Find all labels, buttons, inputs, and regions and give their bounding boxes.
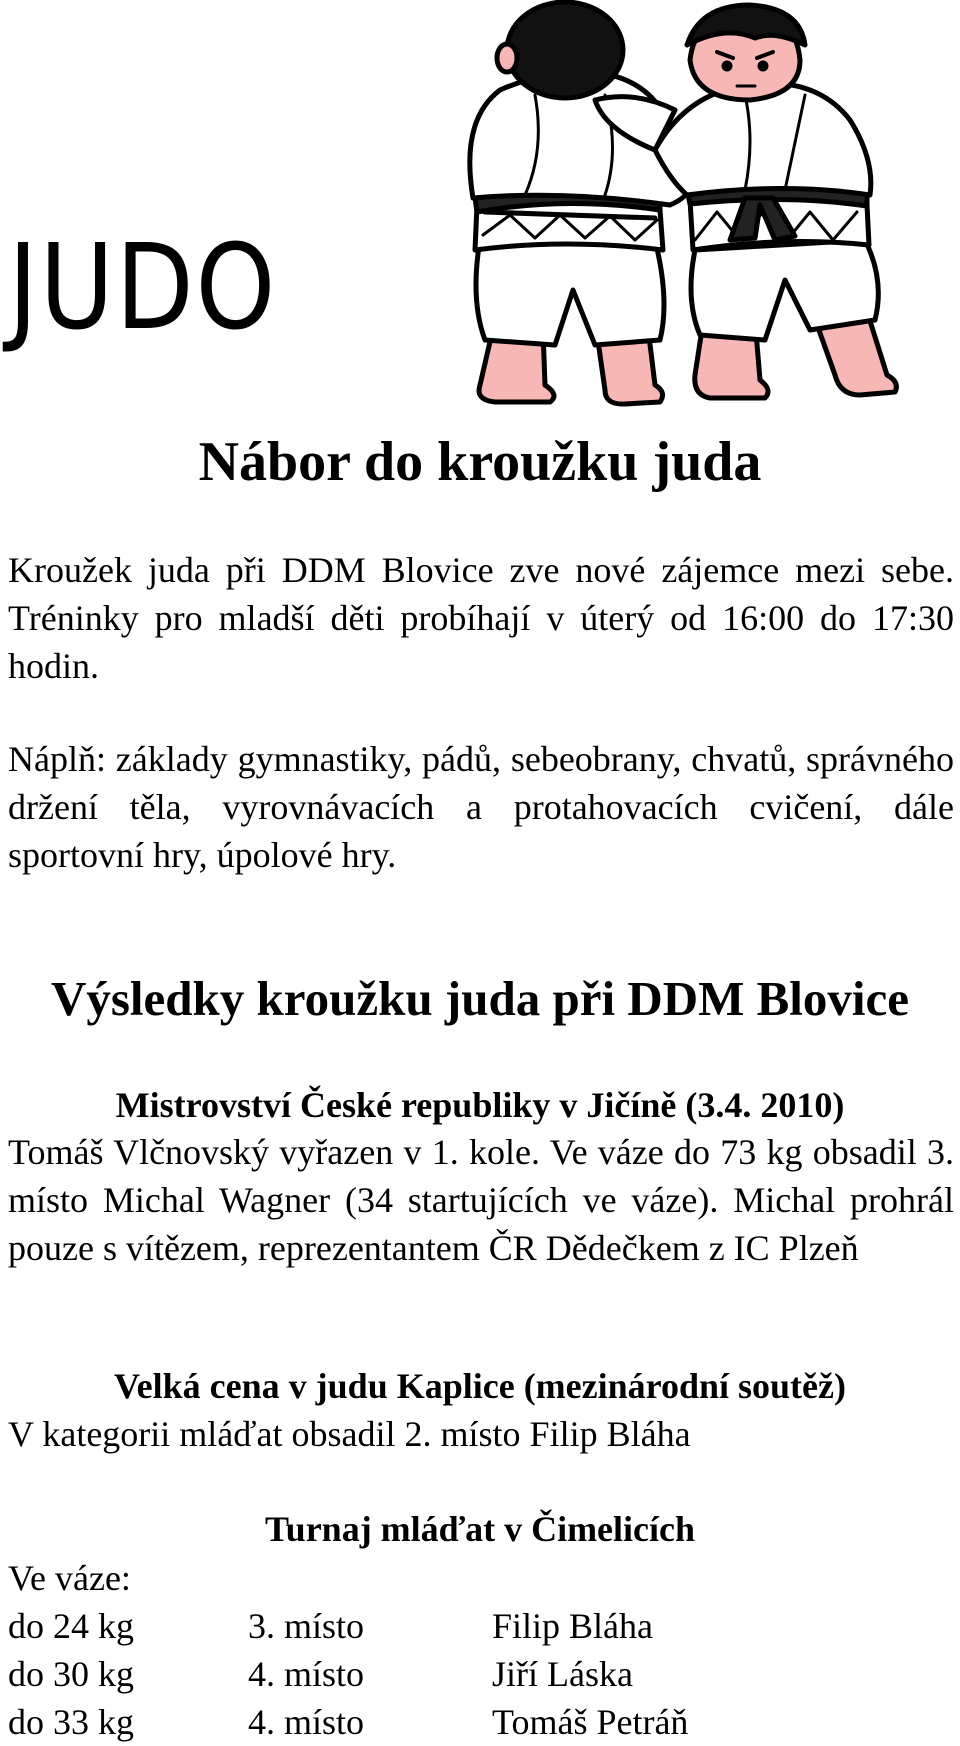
name-cell: Filip Bláha — [492, 1606, 653, 1646]
table-row — [8, 1602, 908, 1650]
weight-cell: do 33 kg — [8, 1702, 134, 1742]
place-cell: 4. místo — [248, 1702, 365, 1742]
name-cell: Tomáš Petráň — [492, 1702, 689, 1742]
event-title-cimelice: Turnaj mláďat v Čimelicích — [264, 1509, 696, 1549]
place-cell: 4. místo — [248, 1654, 365, 1694]
content-paragraph: Náplň: základy gymnastiky, pádů, sebeobrany, chvatů, správného držení těla, vyrovnávacích a protahovacích cvičení, dále sportovní hry, úpolové hry. — [8, 739, 954, 875]
event-title-championship: Mistrovství České republiky v Jičíně (3.4. 2010) — [115, 1085, 845, 1125]
weight-label: Ve váze: — [8, 1558, 131, 1598]
recruitment-headline: Nábor do kroužku juda — [198, 431, 762, 493]
table-row — [8, 1698, 908, 1746]
weight-cell: do 30 kg — [8, 1654, 134, 1694]
weight-cell: do 24 kg — [8, 1606, 134, 1646]
weight-results-table — [8, 1602, 908, 1746]
place-cell: 3. místo — [248, 1606, 365, 1646]
event-title-kaplice: Velká cena v judu Kaplice (mezinárodní soutěž) — [113, 1366, 846, 1406]
judo-fighters-illustration-icon — [455, 0, 910, 415]
event-text-kaplice: V kategorii mláďat obsadil 2. místo Filip Bláha — [8, 1414, 691, 1454]
judo-logo-title: JUDO — [8, 218, 278, 356]
results-title: Výsledky kroužku juda při DDM Blovice — [50, 971, 910, 1026]
table-row — [8, 1650, 908, 1698]
name-cell: Jiří Láska — [492, 1654, 633, 1694]
intro-paragraph: Kroužek juda při DDM Blovice zve nové zájemce mezi sebe. Tréninky pro mladší děti probíhají v úterý od 16:00 do 17:30 hodin. — [8, 550, 954, 686]
event-text-championship: Tomáš Vlčnovský vyřazen v 1. kole. Ve váze do 73 kg obsadil 3. místo Michal Wagner (34 startujících ve váze). Michal prohrál pouze s vítězem, reprezentantem ČR Dědečkem z IC Plzeň — [8, 1132, 954, 1268]
